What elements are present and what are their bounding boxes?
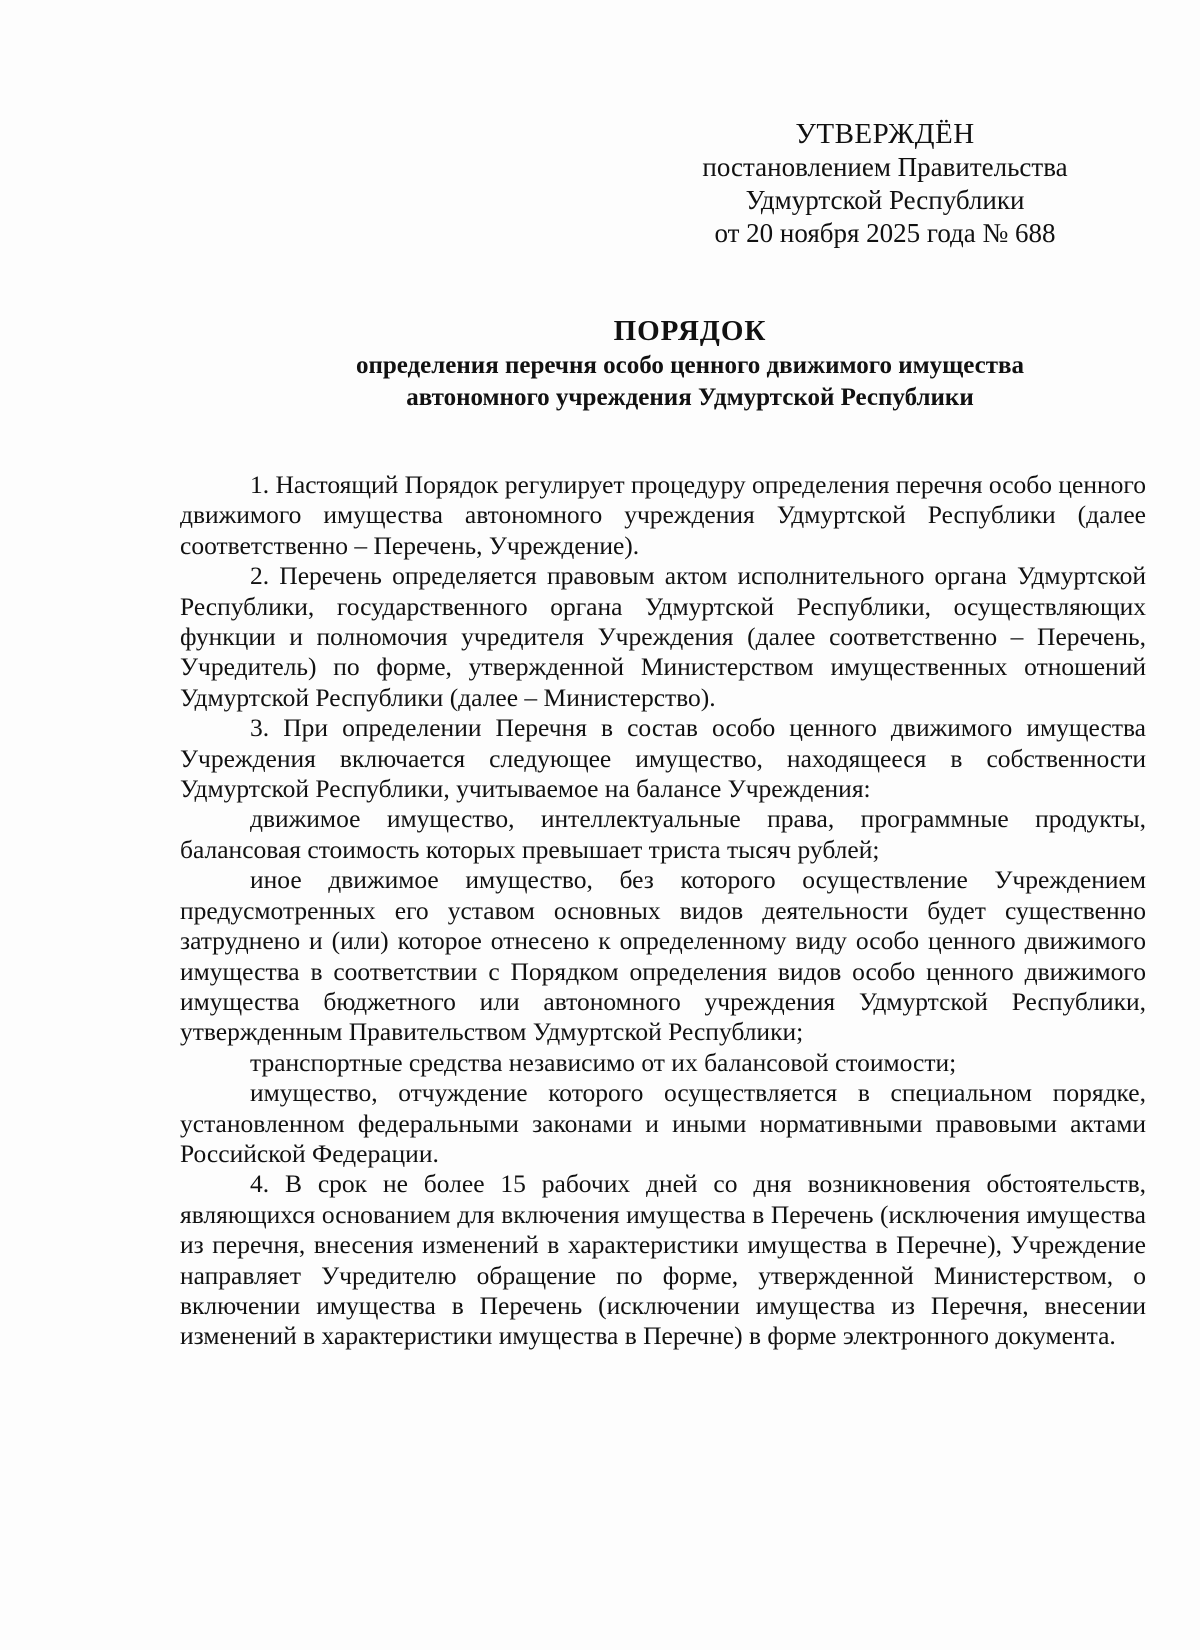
heading-subtitle-line-2: автономного учреждения Удмуртской Республики [406, 384, 974, 411]
paragraph-3: 3. При определении Перечня в состав особо ценного движимого имущества Учреждения включается следующее имущество, находящееся в собственности Удмуртской Республики, учитываемое на балансе Учреждения: [180, 713, 1146, 804]
approval-title: УТВЕРЖДЁН [795, 118, 975, 150]
paragraph-3-item-2: иное движимое имущество, без которого осуществление Учреждением предусмотренных его уставом основных видов деятельности будет существенно затруднено и (или) которое отнесено к определенному виду особо ценного движимого имущества в соответствии с Порядком определения видов особо ценного движимого имущества бюджетного или автономного учреждения Удмуртской Республики, утвержденным Правительством Удмуртской Республики; [180, 865, 1146, 1047]
paragraph-3-item-3: транспортные средства независимо от их балансовой стоимости; [250, 1047, 957, 1077]
approval-line-1: постановлением Правительства [702, 152, 1068, 182]
paragraph-1: 1. Настоящий Порядок регулирует процедуру определения перечня особо ценного движимого имущества автономного учреждения Удмуртской Республики (далее соответственно – Перечень, Учреждение). [180, 470, 1146, 560]
document-heading [290, 312, 1090, 414]
paragraph-3-item-4: имущество, отчуждение которого осуществляется в специальном порядке, установленном федеральными законами и иными нормативными правовыми актами Российской Федерации. [180, 1078, 1146, 1168]
paragraph-2: 2. Перечень определяется правовым актом исполнительного органа Удмуртской Республики, государственного органа Удмуртской Республики, осуществляющих функции и полномочия учредителя Учреждения (далее соответственно – Перечень, Учредитель) по форме, утвержденной Министерством имущественных отношений Удмуртской Республики (далее – Министерство). [180, 561, 1146, 712]
heading-title: ПОРЯДОК [613, 315, 767, 347]
paragraph-4: 4. В срок не более 15 рабочих дней со дня возникновения обстоятельств, являющихся основанием для включения имущества в Перечень (исключения имущества из перечня, внесения изменений в характеристики имущества в Перечне), Учреждение направляет Учредителю обращение по форме, утвержденной Министерством, о включении имущества в Перечень (исключении имущества из Перечня, внесении изменений в характеристики имущества в Перечне) в форме электронного документа. [180, 1169, 1146, 1351]
paragraph-3-item-1: движимое имущество, интеллектуальные права, программные продукты, балансовая стоимость которых превышает триста тысяч рублей; [180, 804, 1146, 864]
document-body [180, 470, 1146, 1352]
approval-line-2: Удмуртской Республики [745, 185, 1025, 215]
approval-line-3: от 20 ноября 2025 года № 688 [714, 218, 1056, 248]
heading-subtitle-line-1: определения перечня особо ценного движимого имущества [355, 352, 1025, 379]
approval-block [650, 118, 1120, 250]
